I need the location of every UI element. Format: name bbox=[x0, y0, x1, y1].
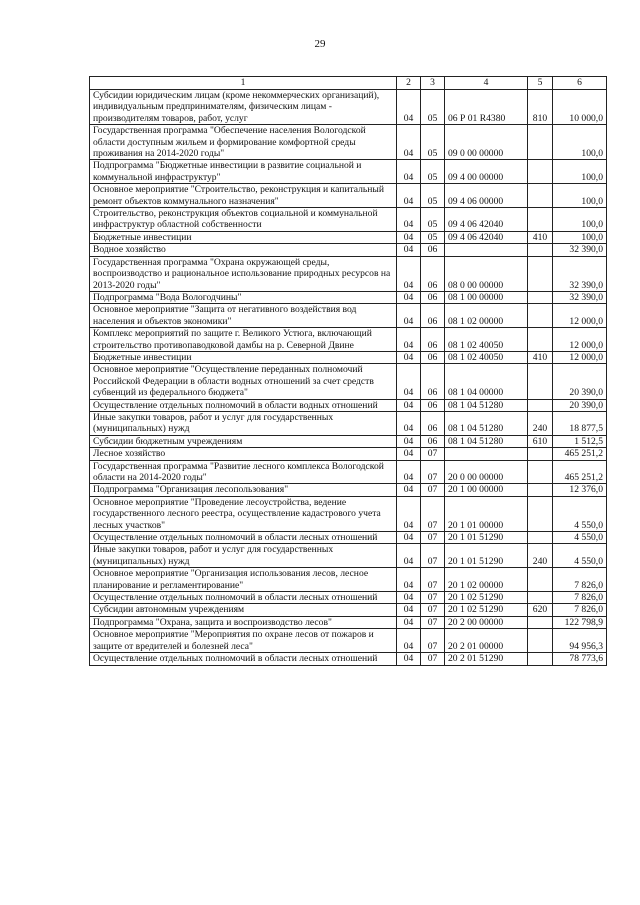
row-expense-type bbox=[528, 244, 553, 256]
row-target-code: 09 4 00 00000 bbox=[445, 160, 528, 184]
table-row bbox=[90, 568, 607, 592]
row-name: Подпрограмма "Вода Вологодчины" bbox=[90, 291, 397, 303]
table-row bbox=[90, 364, 607, 399]
row-target-code: 08 1 04 51280 bbox=[445, 435, 528, 447]
table-row bbox=[90, 160, 607, 184]
row-section: 04 bbox=[397, 435, 421, 447]
row-amount: 32 390,0 bbox=[553, 291, 607, 303]
row-name: Строительство, реконструкция объектов социальной и коммунальной инфраструктур областной собственности bbox=[90, 208, 397, 232]
row-subsection: 07 bbox=[421, 496, 445, 531]
row-name: Основное мероприятие "Мероприятия по охране лесов от пожаров и защите от вредителей и болезней леса" bbox=[90, 629, 397, 653]
row-expense-type bbox=[528, 256, 553, 291]
header-cell: 3 bbox=[421, 77, 445, 90]
row-section: 04 bbox=[397, 592, 421, 604]
row-section: 04 bbox=[397, 291, 421, 303]
row-amount: 100,0 bbox=[553, 125, 607, 160]
row-target-code: 09 0 00 00000 bbox=[445, 125, 528, 160]
row-name: Осуществление отдельных полномочий в области водных отношений bbox=[90, 399, 397, 411]
row-subsection: 07 bbox=[421, 448, 445, 460]
row-subsection: 05 bbox=[421, 125, 445, 160]
row-name: Бюджетные инвестиции bbox=[90, 231, 397, 243]
row-target-code: 20 0 00 00000 bbox=[445, 460, 528, 484]
row-expense-type: 240 bbox=[528, 544, 553, 568]
row-amount: 4 550,0 bbox=[553, 532, 607, 544]
row-target-code: 20 2 00 00000 bbox=[445, 616, 528, 628]
row-section: 04 bbox=[397, 616, 421, 628]
row-subsection: 07 bbox=[421, 460, 445, 484]
row-section: 04 bbox=[397, 90, 421, 125]
row-name: Субсидии автономным учреждениям bbox=[90, 604, 397, 616]
header-cell: 5 bbox=[528, 77, 553, 90]
row-subsection: 07 bbox=[421, 629, 445, 653]
row-expense-type: 240 bbox=[528, 411, 553, 435]
row-name: Основное мероприятие "Строительство, реконструкция и капитальный ремонт объектов коммунального назначения" bbox=[90, 184, 397, 208]
row-target-code: 08 1 00 00000 bbox=[445, 291, 528, 303]
row-target-code: 20 1 02 51290 bbox=[445, 592, 528, 604]
row-expense-type: 620 bbox=[528, 604, 553, 616]
table-row bbox=[90, 544, 607, 568]
row-expense-type bbox=[528, 184, 553, 208]
row-subsection: 06 bbox=[421, 291, 445, 303]
table-row bbox=[90, 435, 607, 447]
row-amount: 7 826,0 bbox=[553, 592, 607, 604]
row-target-code: 06 Р 01 R4380 bbox=[445, 90, 528, 125]
row-subsection: 06 bbox=[421, 364, 445, 399]
row-name: Осуществление отдельных полномочий в области лесных отношений bbox=[90, 592, 397, 604]
row-amount: 12 000,0 bbox=[553, 304, 607, 328]
row-section: 04 bbox=[397, 160, 421, 184]
row-subsection: 07 bbox=[421, 604, 445, 616]
row-section: 04 bbox=[397, 411, 421, 435]
row-target-code: 20 1 02 00000 bbox=[445, 568, 528, 592]
row-subsection: 06 bbox=[421, 435, 445, 447]
row-target-code: 20 1 01 51290 bbox=[445, 532, 528, 544]
row-amount: 1 512,5 bbox=[553, 435, 607, 447]
row-target-code: 09 4 06 42040 bbox=[445, 208, 528, 232]
row-name: Иные закупки товаров, работ и услуг для государственных (муниципальных) нужд bbox=[90, 544, 397, 568]
row-expense-type bbox=[528, 629, 553, 653]
row-target-code: 09 4 06 42040 bbox=[445, 231, 528, 243]
row-amount: 100,0 bbox=[553, 160, 607, 184]
row-name: Водное хозяйство bbox=[90, 244, 397, 256]
row-subsection: 06 bbox=[421, 411, 445, 435]
row-name: Государственная программа "Развитие лесного комплекса Вологодской области на 2014-2020 годы" bbox=[90, 460, 397, 484]
row-expense-type: 610 bbox=[528, 435, 553, 447]
header-cell: 4 bbox=[445, 77, 528, 90]
row-expense-type bbox=[528, 484, 553, 496]
row-name: Иные закупки товаров, работ и услуг для государственных (муниципальных) нужд bbox=[90, 411, 397, 435]
table-row bbox=[90, 304, 607, 328]
row-section: 04 bbox=[397, 604, 421, 616]
row-name: Основное мероприятие "Организация использования лесов, лесное планирование и регламентирование" bbox=[90, 568, 397, 592]
table-row bbox=[90, 231, 607, 243]
row-expense-type bbox=[528, 364, 553, 399]
row-section: 04 bbox=[397, 532, 421, 544]
table-row bbox=[90, 629, 607, 653]
row-expense-type bbox=[528, 328, 553, 352]
row-name: Государственная программа "Обеспечение населения Вологодской области доступным жильем и формирование комфортной среды проживания на 2014-2020 годы" bbox=[90, 125, 397, 160]
row-section: 04 bbox=[397, 256, 421, 291]
table-row bbox=[90, 411, 607, 435]
row-amount: 122 798,9 bbox=[553, 616, 607, 628]
table-body bbox=[90, 90, 607, 666]
row-target-code: 08 1 04 51280 bbox=[445, 399, 528, 411]
row-name: Основное мероприятие "Защита от негативного воздействия вод населения и объектов экономики" bbox=[90, 304, 397, 328]
row-section: 04 bbox=[397, 399, 421, 411]
header-row bbox=[90, 77, 607, 90]
row-section: 04 bbox=[397, 304, 421, 328]
row-amount: 12 000,0 bbox=[553, 328, 607, 352]
row-name: Подпрограмма "Организация лесопользования" bbox=[90, 484, 397, 496]
row-section: 04 bbox=[397, 484, 421, 496]
row-section: 04 bbox=[397, 629, 421, 653]
row-section: 04 bbox=[397, 544, 421, 568]
row-target-code bbox=[445, 448, 528, 460]
row-target-code bbox=[445, 244, 528, 256]
row-section: 04 bbox=[397, 231, 421, 243]
row-target-code: 08 1 04 51280 bbox=[445, 411, 528, 435]
row-subsection: 06 bbox=[421, 244, 445, 256]
row-amount: 20 390,0 bbox=[553, 364, 607, 399]
row-subsection: 05 bbox=[421, 208, 445, 232]
row-amount: 4 550,0 bbox=[553, 496, 607, 531]
table-row bbox=[90, 616, 607, 628]
row-amount: 465 251,2 bbox=[553, 448, 607, 460]
table-row bbox=[90, 496, 607, 531]
row-section: 04 bbox=[397, 653, 421, 665]
row-subsection: 05 bbox=[421, 90, 445, 125]
row-name: Комплекс мероприятий по защите г. Великого Устюга, включающий строительство противопаводковой дамбы на р. Северной Двине bbox=[90, 328, 397, 352]
row-subsection: 06 bbox=[421, 351, 445, 363]
row-subsection: 05 bbox=[421, 231, 445, 243]
row-section: 04 bbox=[397, 125, 421, 160]
table-row bbox=[90, 90, 607, 125]
row-name: Государственная программа "Охрана окружающей среды, воспроизводство и рациональное использование природных ресурсов на 2013-2020 годы" bbox=[90, 256, 397, 291]
row-subsection: 07 bbox=[421, 532, 445, 544]
row-expense-type bbox=[528, 399, 553, 411]
row-target-code: 08 0 00 00000 bbox=[445, 256, 528, 291]
header-cell: 1 bbox=[90, 77, 397, 90]
row-expense-type: 410 bbox=[528, 231, 553, 243]
table-row bbox=[90, 484, 607, 496]
row-amount: 100,0 bbox=[553, 184, 607, 208]
table-row bbox=[90, 184, 607, 208]
row-target-code: 20 1 02 51290 bbox=[445, 604, 528, 616]
table-row bbox=[90, 256, 607, 291]
row-amount: 100,0 bbox=[553, 208, 607, 232]
row-expense-type bbox=[528, 448, 553, 460]
table-row bbox=[90, 448, 607, 460]
row-subsection: 05 bbox=[421, 184, 445, 208]
row-expense-type bbox=[528, 496, 553, 531]
row-amount: 94 956,3 bbox=[553, 629, 607, 653]
row-amount: 7 826,0 bbox=[553, 604, 607, 616]
row-name: Субсидии бюджетным учреждениям bbox=[90, 435, 397, 447]
table-row bbox=[90, 351, 607, 363]
row-expense-type bbox=[528, 653, 553, 665]
row-amount: 32 390,0 bbox=[553, 256, 607, 291]
row-section: 04 bbox=[397, 460, 421, 484]
row-amount: 78 773,6 bbox=[553, 653, 607, 665]
row-name: Бюджетные инвестиции bbox=[90, 351, 397, 363]
row-subsection: 06 bbox=[421, 399, 445, 411]
header-cell: 6 bbox=[553, 77, 607, 90]
page-number: 29 bbox=[314, 38, 326, 50]
header-cell: 2 bbox=[397, 77, 421, 90]
row-target-code: 20 1 01 00000 bbox=[445, 496, 528, 531]
row-target-code: 20 1 00 00000 bbox=[445, 484, 528, 496]
row-amount: 10 000,0 bbox=[553, 90, 607, 125]
row-target-code: 20 2 01 51290 bbox=[445, 653, 528, 665]
row-amount: 4 550,0 bbox=[553, 544, 607, 568]
row-name: Лесное хозяйство bbox=[90, 448, 397, 460]
row-subsection: 06 bbox=[421, 328, 445, 352]
row-expense-type bbox=[528, 125, 553, 160]
row-expense-type: 810 bbox=[528, 90, 553, 125]
row-name: Основное мероприятие "Осуществление переданных полномочий Российской Федерации в области водных отношений за счет средств субвенций из федерального бюджета" bbox=[90, 364, 397, 399]
row-section: 04 bbox=[397, 364, 421, 399]
row-subsection: 07 bbox=[421, 484, 445, 496]
row-expense-type bbox=[528, 304, 553, 328]
row-expense-type bbox=[528, 532, 553, 544]
row-name: Осуществление отдельных полномочий в области лесных отношений bbox=[90, 532, 397, 544]
row-section: 04 bbox=[397, 244, 421, 256]
row-amount: 20 390,0 bbox=[553, 399, 607, 411]
row-expense-type bbox=[528, 616, 553, 628]
row-expense-type bbox=[528, 160, 553, 184]
row-amount: 18 877,5 bbox=[553, 411, 607, 435]
row-name: Подпрограмма "Бюджетные инвестиции в развитие социальной и коммунальной инфраструктур" bbox=[90, 160, 397, 184]
table-row bbox=[90, 653, 607, 665]
row-subsection: 06 bbox=[421, 256, 445, 291]
row-target-code: 20 2 01 00000 bbox=[445, 629, 528, 653]
row-amount: 465 251,2 bbox=[553, 460, 607, 484]
row-section: 04 bbox=[397, 184, 421, 208]
table-row bbox=[90, 532, 607, 544]
row-amount: 12 376,0 bbox=[553, 484, 607, 496]
row-subsection: 07 bbox=[421, 568, 445, 592]
row-subsection: 05 bbox=[421, 160, 445, 184]
table-row bbox=[90, 291, 607, 303]
row-section: 04 bbox=[397, 496, 421, 531]
row-target-code: 08 1 02 40050 bbox=[445, 351, 528, 363]
row-subsection: 07 bbox=[421, 544, 445, 568]
row-section: 04 bbox=[397, 328, 421, 352]
row-expense-type bbox=[528, 592, 553, 604]
table-row bbox=[90, 328, 607, 352]
budget-table bbox=[89, 76, 607, 666]
row-subsection: 07 bbox=[421, 592, 445, 604]
row-name: Подпрограмма "Охрана, защита и воспроизводство лесов" bbox=[90, 616, 397, 628]
row-section: 04 bbox=[397, 568, 421, 592]
row-target-code: 08 1 02 40050 bbox=[445, 328, 528, 352]
table-row bbox=[90, 460, 607, 484]
row-target-code: 20 1 01 51290 bbox=[445, 544, 528, 568]
row-name: Основное мероприятие "Проведение лесоустройства, ведение государственного лесного реестра, осуществление кадастрового учета лесных участков" bbox=[90, 496, 397, 531]
row-name: Осуществление отдельных полномочий в области лесных отношений bbox=[90, 653, 397, 665]
row-subsection: 07 bbox=[421, 616, 445, 628]
row-expense-type bbox=[528, 208, 553, 232]
row-subsection: 06 bbox=[421, 304, 445, 328]
row-target-code: 09 4 06 00000 bbox=[445, 184, 528, 208]
row-subsection: 07 bbox=[421, 653, 445, 665]
row-amount: 7 826,0 bbox=[553, 568, 607, 592]
table-row bbox=[90, 208, 607, 232]
table-row bbox=[90, 244, 607, 256]
table-row bbox=[90, 604, 607, 616]
row-target-code: 08 1 02 00000 bbox=[445, 304, 528, 328]
table-row bbox=[90, 125, 607, 160]
row-expense-type bbox=[528, 460, 553, 484]
table-row bbox=[90, 592, 607, 604]
row-name: Субсидии юридическим лицам (кроме некоммерческих организаций), индивидуальным предпринимателям, физическим лицам - производителям товаров, работ, услуг bbox=[90, 90, 397, 125]
row-section: 04 bbox=[397, 448, 421, 460]
row-amount: 100,0 bbox=[553, 231, 607, 243]
row-section: 04 bbox=[397, 351, 421, 363]
row-amount: 12 000,0 bbox=[553, 351, 607, 363]
row-section: 04 bbox=[397, 208, 421, 232]
row-expense-type: 410 bbox=[528, 351, 553, 363]
table-row bbox=[90, 399, 607, 411]
row-amount: 32 390,0 bbox=[553, 244, 607, 256]
row-expense-type bbox=[528, 568, 553, 592]
row-target-code: 08 1 04 00000 bbox=[445, 364, 528, 399]
row-expense-type bbox=[528, 291, 553, 303]
